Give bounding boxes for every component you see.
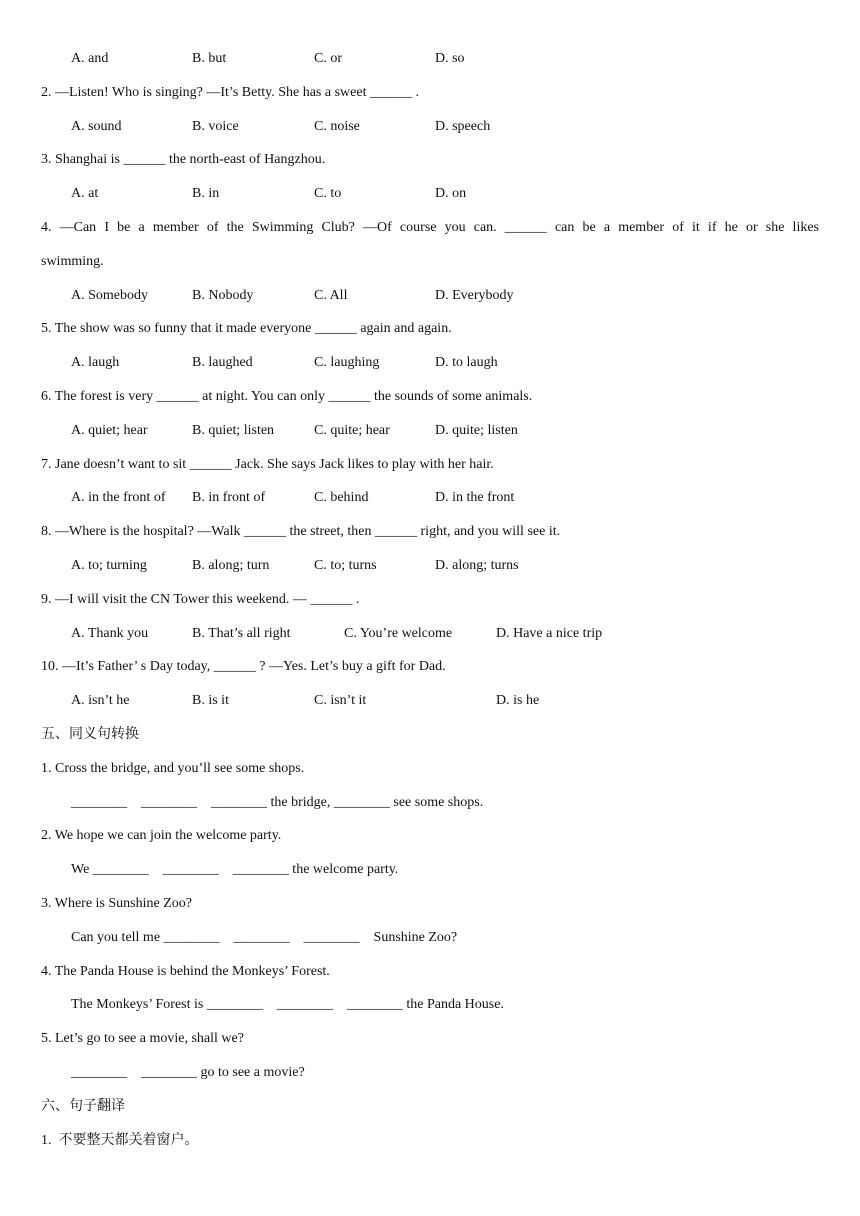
rewrite-question-3: 3. Where is Sunshine Zoo? — [41, 896, 192, 911]
option-d: D. Everybody — [435, 288, 514, 303]
question-3: 3. Shanghai is ______ the north-east of Hangzhou. — [41, 152, 326, 167]
section-6-heading: 六、句子翻译 — [41, 1099, 125, 1114]
rewrite-answer-1: ________ ________ ________ the bridge, ________ see some shops. — [71, 795, 484, 810]
option-a: A. isn’t he — [71, 693, 130, 708]
option-row-q2 — [0, 118, 860, 136]
option-d: D. speech — [435, 119, 491, 134]
question-6: 6. The forest is very ______ at night. You can only ______ the sounds of some animals. — [41, 389, 533, 404]
question-8: 8. —Where is the hospital? —Walk ______ the street, then ______ right, and you will see it. — [41, 524, 561, 539]
option-c: C. isn’t it — [314, 693, 367, 708]
option-d: D. to laugh — [435, 355, 498, 370]
option-a: A. and — [71, 51, 109, 66]
option-c: C. to — [314, 186, 342, 201]
option-b: B. laughed — [192, 355, 253, 370]
option-d: D. on — [435, 186, 467, 201]
option-c: C. laughing — [314, 355, 380, 370]
option-b: B. along; turn — [192, 558, 270, 573]
question-4: 4. —Can I be a member of the Swimming Club? —Of course you can. ______ can be a member of it if he or she likes — [41, 220, 819, 235]
option-d: D. along; turns — [435, 558, 519, 573]
option-a: A. sound — [71, 119, 122, 134]
rewrite-answer-5: ________ ________ go to see a movie? — [71, 1065, 305, 1080]
option-row-q5 — [0, 354, 860, 372]
option-b: B. in front of — [192, 490, 266, 505]
option-a: A. Thank you — [71, 626, 149, 641]
option-b: B. is it — [192, 693, 229, 708]
option-c: C. or — [314, 51, 342, 66]
rewrite-question-2: 2. We hope we can join the welcome party. — [41, 828, 282, 843]
option-d: D. quite; listen — [435, 423, 518, 438]
option-d: D. Have a nice trip — [496, 626, 603, 641]
rewrite-question-1: 1. Cross the bridge, and you’ll see some shops. — [41, 761, 305, 776]
option-row-q9 — [0, 625, 860, 643]
question-9: 9. —I will visit the CN Tower this weekend. — ______ . — [41, 592, 360, 607]
option-c: C. to; turns — [314, 558, 377, 573]
option-row-q7 — [0, 489, 860, 507]
question-7: 7. Jane doesn’t want to sit ______ Jack. She says Jack likes to play with her hair. — [41, 457, 494, 472]
option-row-q3 — [0, 185, 860, 203]
option-a: A. laugh — [71, 355, 120, 370]
question-10: 10. —It’s Father’ s Day today, ______ ? —Yes. Let’s buy a gift for Dad. — [41, 659, 446, 674]
rewrite-answer-4: The Monkeys’ Forest is ________ ________ ________ the Panda House. — [71, 997, 504, 1012]
option-c: C. behind — [314, 490, 369, 505]
rewrite-question-5: 5. Let’s go to see a movie, shall we? — [41, 1031, 244, 1046]
option-d: D. is he — [496, 693, 540, 708]
option-c: C. You’re welcome — [344, 626, 453, 641]
option-c: C. quite; hear — [314, 423, 390, 438]
rewrite-answer-2: We ________ ________ ________ the welcome party. — [71, 862, 399, 877]
section-5-heading: 五、同义句转换 — [41, 727, 139, 742]
option-a: A. quiet; hear — [71, 423, 148, 438]
question-5: 5. The show was so funny that it made everyone ______ again and again. — [41, 321, 452, 336]
option-d: D. so — [435, 51, 465, 66]
option-row-q10 — [0, 692, 860, 710]
option-c: C. All — [314, 288, 348, 303]
option-row-q8 — [0, 557, 860, 575]
option-b: B. voice — [192, 119, 239, 134]
option-b: B. quiet; listen — [192, 423, 275, 438]
translation-question-1: 1. 不要整天都关着窗户。 — [41, 1133, 199, 1148]
option-c: C. noise — [314, 119, 360, 134]
rewrite-question-4: 4. The Panda House is behind the Monkeys’ Forest. — [41, 964, 330, 979]
option-row-q6 — [0, 422, 860, 440]
question-2: 2. —Listen! Who is singing? —It’s Betty. She has a sweet ______ . — [41, 85, 419, 100]
option-b: B. in — [192, 186, 220, 201]
option-a: A. at — [71, 186, 99, 201]
option-b: B. but — [192, 51, 227, 66]
option-a: A. in the front of — [71, 490, 166, 505]
option-row-q1 — [0, 50, 860, 68]
option-row-q4 — [0, 287, 860, 305]
option-b: B. Nobody — [192, 288, 254, 303]
option-d: D. in the front — [435, 490, 515, 505]
option-b: B. That’s all right — [192, 626, 291, 641]
option-a: A. to; turning — [71, 558, 147, 573]
question-4-continuation: swimming. — [41, 254, 104, 269]
option-a: A. Somebody — [71, 288, 148, 303]
rewrite-answer-3: Can you tell me ________ ________ ________ Sunshine Zoo? — [71, 930, 458, 945]
